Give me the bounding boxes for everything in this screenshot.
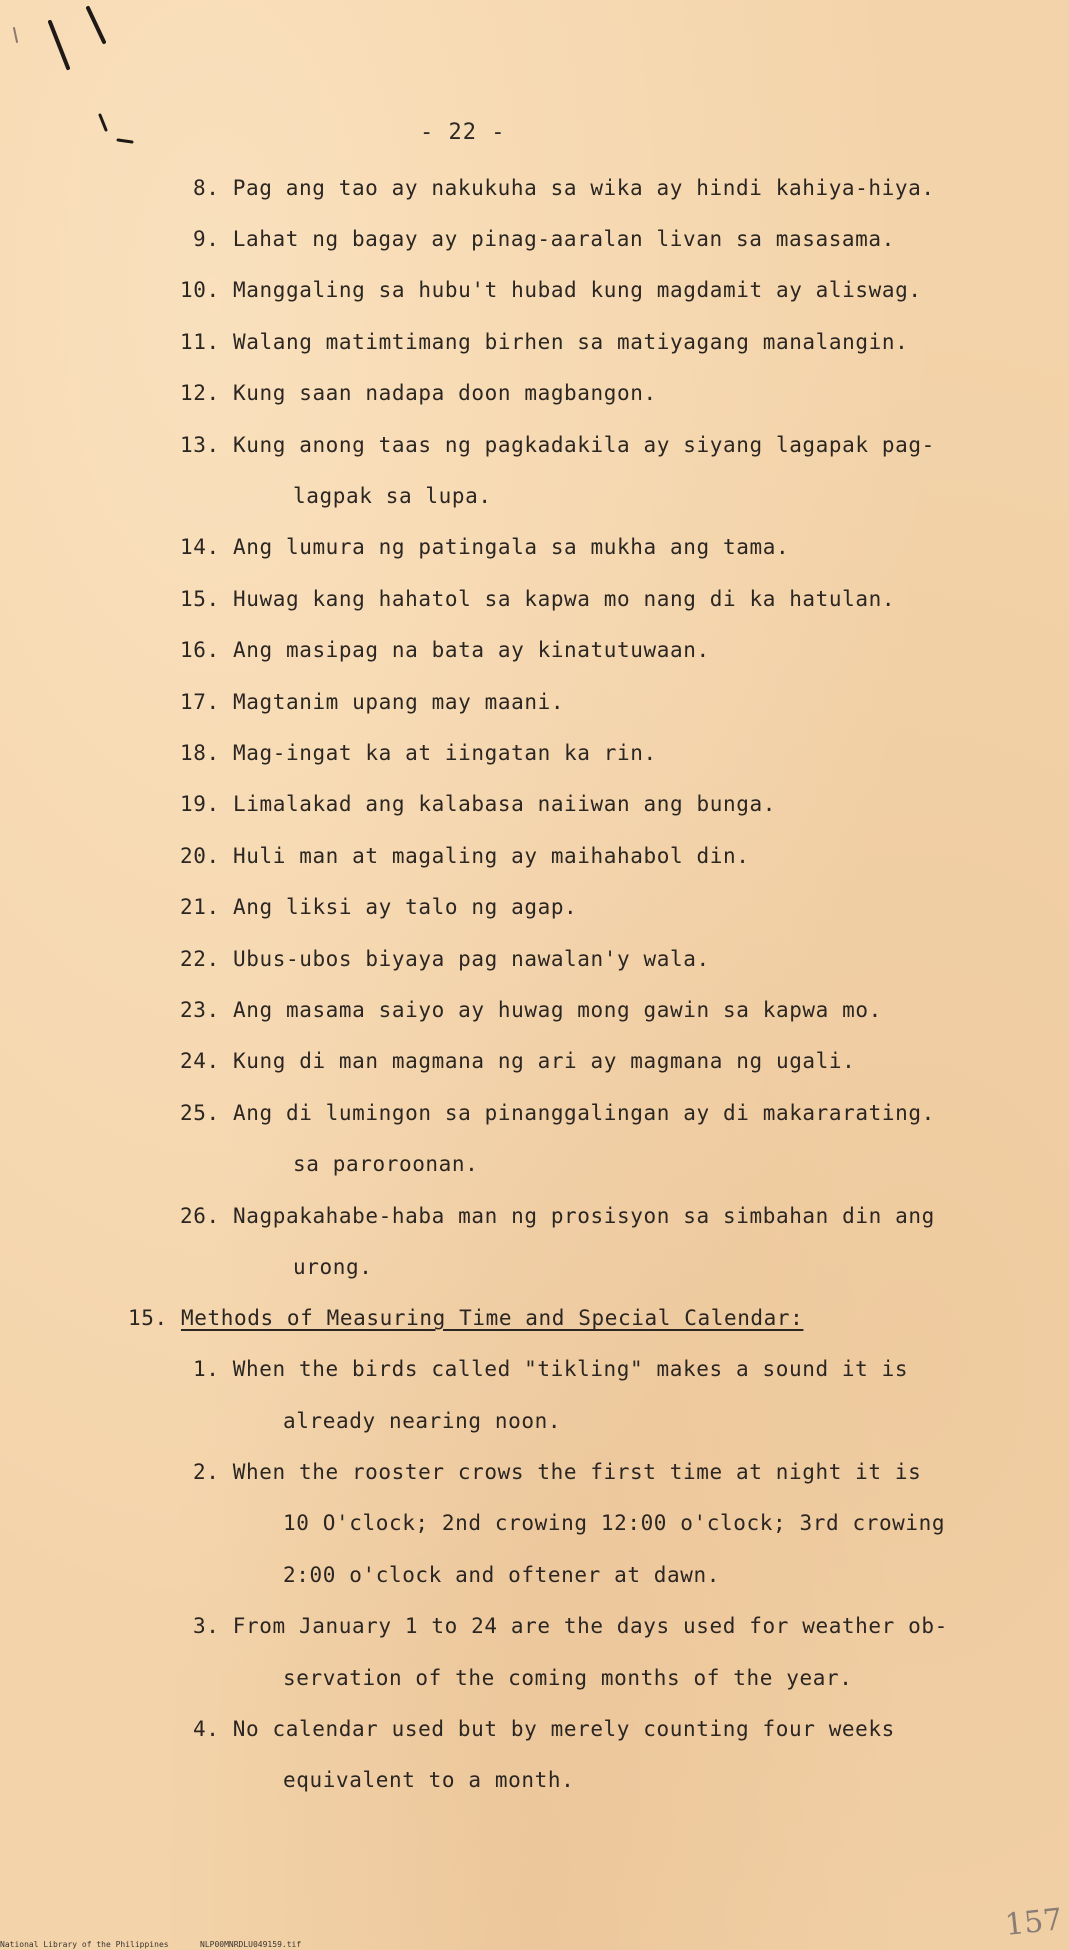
list-item: 20. Huli man at magaling ay maihahabol din. bbox=[180, 844, 750, 868]
list-item-continuation: sa paroroonan. bbox=[293, 1152, 479, 1176]
pencil-page-number: 157 bbox=[1003, 1902, 1064, 1943]
list-item: 17. Magtanim upang may maani. bbox=[180, 690, 565, 714]
list-item: 2. When the rooster crows the first time at night it is bbox=[193, 1460, 922, 1484]
list-item: 15. Huwag kang hahatol sa kapwa mo nang di ka hatulan. bbox=[180, 587, 896, 611]
list-item: 18. Mag-ingat ka at iingatan ka rin. bbox=[180, 741, 657, 765]
list-item: 23. Ang masama saiyo ay huwag mong gawin sa kapwa mo. bbox=[180, 998, 882, 1022]
section-title: Methods of Measuring Time and Special Calendar: bbox=[180, 1306, 804, 1330]
list-item: 22. Ubus-ubos biyaya pag nawalan'y wala. bbox=[180, 947, 710, 971]
list-item: 14. Ang lumura ng patingala sa mukha ang tama. bbox=[180, 535, 790, 559]
list-item: 9. Lahat ng bagay ay pinag-aaralan livan sa masasama. bbox=[193, 227, 895, 251]
list-item: 19. Limalakad ang kalabasa naiiwan ang bunga. bbox=[180, 792, 776, 816]
footer-filename: NLP00MNRDLU049159.tif bbox=[200, 1940, 302, 1949]
list-item: 8. Pag ang tao ay nakukuha sa wika ay hindi kahiya-hiya. bbox=[193, 176, 935, 200]
list-item: 4. No calendar used but by merely counting four weeks bbox=[193, 1717, 895, 1741]
list-item: 24. Kung di man magmana ng ari ay magmana ng ugali. bbox=[180, 1049, 856, 1073]
list-item-continuation: servation of the coming months of the year. bbox=[283, 1666, 853, 1690]
list-item-continuation: 2:00 o'clock and oftener at dawn. bbox=[283, 1563, 721, 1587]
pen-marks bbox=[0, 0, 160, 160]
list-item: 21. Ang liksi ay talo ng agap. bbox=[180, 895, 578, 919]
list-item: 3. From January 1 to 24 are the days used for weather ob- bbox=[193, 1614, 948, 1638]
footer-library: National Library of the Philippines bbox=[0, 1940, 169, 1949]
list-item-continuation: urong. bbox=[293, 1255, 373, 1279]
list-item-continuation: already nearing noon. bbox=[283, 1409, 562, 1433]
list-item-continuation: 10 O'clock; 2nd crowing 12:00 o'clock; 3rd crowing bbox=[283, 1511, 946, 1535]
list-item: 10. Manggaling sa hubu't hubad kung magdamit ay aliswag. bbox=[180, 278, 922, 302]
list-item-continuation: equivalent to a month. bbox=[283, 1768, 575, 1792]
page-number: - 22 - bbox=[420, 120, 506, 145]
list-item: 26. Nagpakahabe-haba man ng prosisyon sa simbahan din ang bbox=[180, 1204, 935, 1228]
list-item-continuation: lagpak sa lupa. bbox=[293, 484, 492, 508]
list-item: 25. Ang di lumingon sa pinanggalingan ay di makararating. bbox=[180, 1101, 935, 1125]
section-heading bbox=[128, 1306, 803, 1330]
list-item: 16. Ang masipag na bata ay kinatutuwaan. bbox=[180, 638, 710, 662]
section-number: 15. bbox=[128, 1306, 168, 1330]
list-item: 1. When the birds called "tikling" makes a sound it is bbox=[193, 1357, 909, 1381]
list-item: 12. Kung saan nadapa doon magbangon. bbox=[180, 381, 657, 405]
list-item: 13. Kung anong taas ng pagkadakila ay siyang lagapak pag- bbox=[180, 433, 935, 457]
list-item: 11. Walang matimtimang birhen sa matiyagang manalangin. bbox=[180, 330, 909, 354]
